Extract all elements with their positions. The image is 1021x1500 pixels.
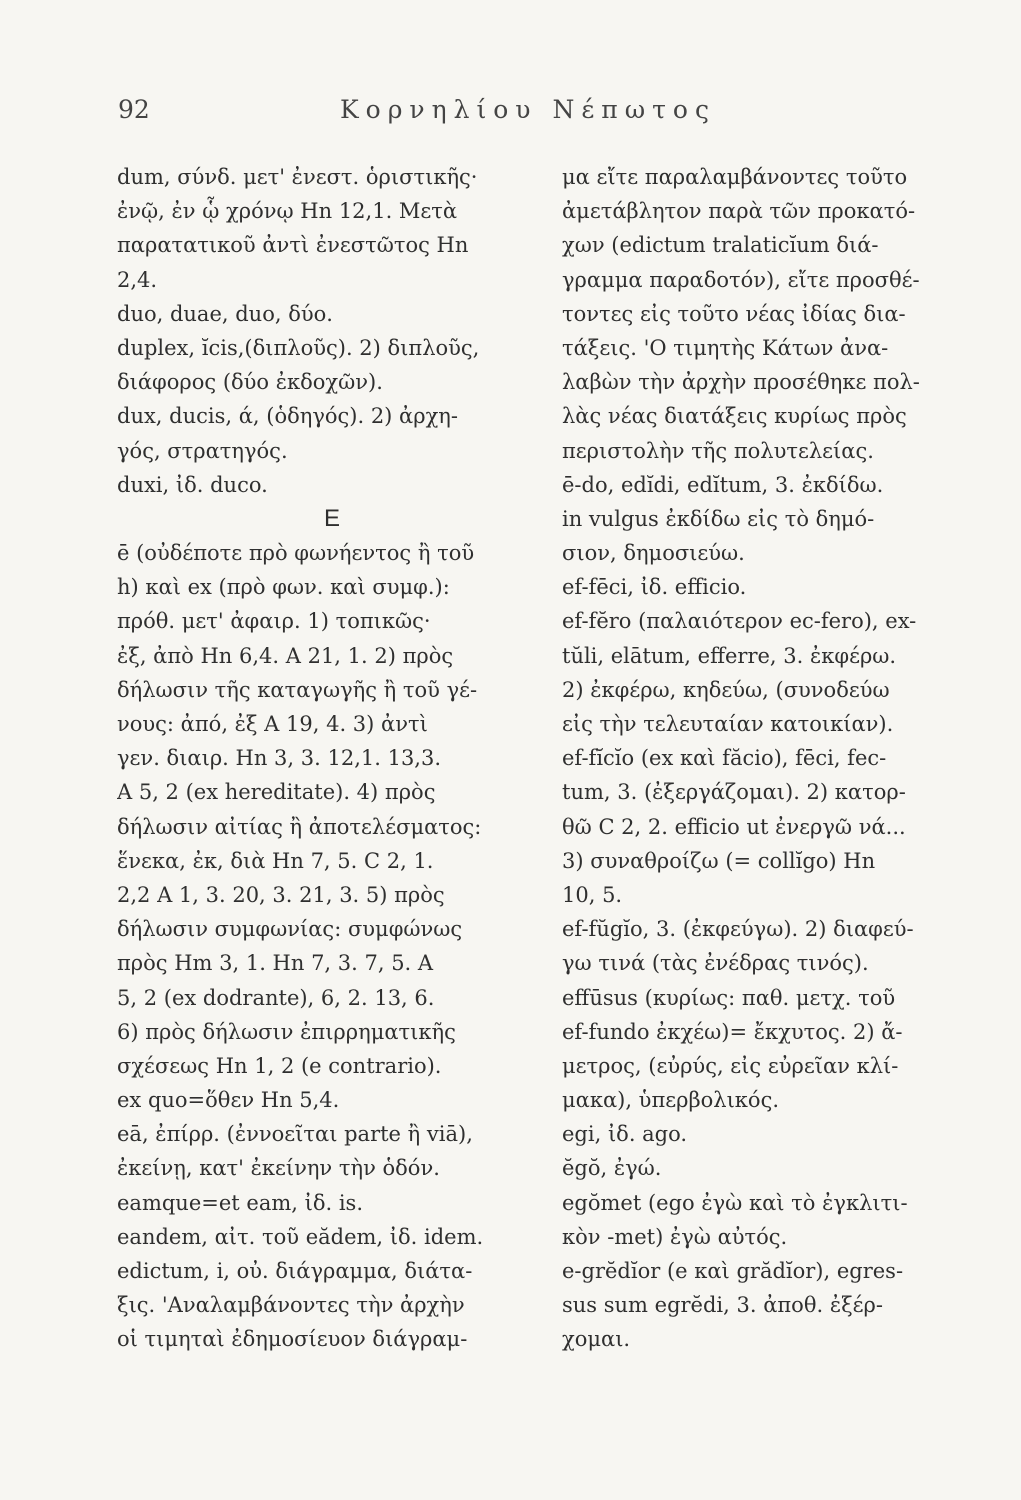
right-column-line: θῶ C 2, 2. efficio ut ἐνεργῶ νά... (562, 814, 906, 839)
right-column-line: χων (edictum tralaticĭum διά- (562, 233, 879, 258)
left-column-line: edictum, i, οὐ. διάγραμμα, διάτα- (117, 1259, 473, 1283)
right-column-line: τάξεις. 'Ο τιμητὴς Κάτων ἀνα- (562, 335, 889, 360)
right-column-line: 10, 5. (562, 882, 623, 907)
page-number: 92 (118, 95, 150, 124)
right-column-line: λαβὼν τὴν ἀρχὴν προσέθηκε πολ- (562, 370, 920, 395)
right-column-line: ef-fundo ἐκχέω)= ἔκχυτος. 2) ἄ- (562, 1019, 903, 1044)
right-column-line: effūsus (κυρίως: παθ. μετχ. τοῦ (562, 985, 896, 1010)
right-column-line: σιον, δημοσιεύω. (562, 541, 745, 566)
right-column-line: μα εἴτε παραλαμβάνοντες τοῦτο (562, 165, 908, 189)
left-column-line: πρόθ. μετ' ἀφαιρ. 1) τοπικῶς· (117, 609, 431, 634)
left-column-line: ἕνεκα, ἐκ, διὰ Hn 7, 5. C 2, 1. (117, 848, 434, 873)
left-column-line: σχέσεως Hn 1, 2 (e contrario). (117, 1053, 442, 1078)
left-column-line: ἐνῷ, ἐν ᾧ χρόνῳ Hn 12,1. Μετὰ (117, 199, 458, 224)
right-column-line: μακα), ὑπερβολικός. (562, 1088, 780, 1113)
right-column-line: ef-fĕro (παλαιότερον ec-fero), ex- (562, 609, 917, 634)
running-head: Κορνηλίου Νέπωτος (340, 95, 716, 124)
left-column-line: eandem, αἰτ. τοῦ eădem, ἰδ. idem. (117, 1224, 484, 1249)
right-column-line: 2) ἐκφέρω, κηδεύω, (συνοδεύω (562, 677, 890, 702)
right-column (562, 160, 974, 1357)
left-column-line: ξις. 'Αναλαμβάνοντες τὴν ἀρχὴν (117, 1293, 465, 1318)
right-column-line: γω τινά (τὰς ἐνέδρας τινός). (562, 951, 869, 976)
left-column-line: ex quo=ὅθεν Hn 5,4. (117, 1088, 340, 1113)
right-column-line: e-grĕdĭor (e καὶ grădĭor), egres- (562, 1259, 904, 1283)
right-column-line: περιστολὴν τῆς πολυτελείας. (562, 438, 874, 463)
left-column-line: ἐξ, ἀπὸ Hn 6,4. A 21, 1. 2) πρὸς (117, 643, 454, 668)
left-column-line: 2,2 A 1, 3. 20, 3. 21, 3. 5) πρὸς (117, 882, 445, 907)
left-column-line: 6) πρὸς δήλωσιν ἐπιρρηματικῆς (117, 1019, 456, 1044)
left-column-line: duxi, ἰδ. duco. (117, 472, 268, 497)
right-column-line: in vulgus ἐκδίδω εἰς τὸ δημό- (562, 506, 875, 531)
left-column-line: dux, ducis, ά, (ὁδηγός). 2) ἀρχη- (117, 404, 458, 429)
right-column-line: egŏmet (ego ἐγὼ καὶ τὸ ἐγκλιτι- (562, 1190, 908, 1215)
left-column-line: duplex, ĭcis,(διπλοῦς). 2) διπλοῦς, (117, 335, 480, 360)
right-column-line: μετρος, (εὐρύς, εἰς εὐρεῖαν κλί- (562, 1053, 899, 1078)
left-column-line: νους: ἀπό, ἐξ A 19, 4. 3) ἀντὶ (117, 712, 428, 736)
left-column-line: διάφορος (δύο ἐκδοχῶν). (117, 370, 383, 395)
left-column-line: ē (οὐδέποτε πρὸ φωνήεντος ἢ τοῦ (117, 541, 475, 566)
left-column-line: dum, σύνδ. μετ' ἐνεστ. ὁριστικῆς· (117, 165, 478, 189)
left-column-line: h) καὶ ex (πρὸ φων. καὶ συμφ.): (117, 575, 450, 600)
left-column-line: eā, ἐπίρρ. (ἐννοεῖται parte ἢ viā), (117, 1122, 473, 1147)
right-column-line: ἀμετάβλητον παρὰ τῶν προκατό- (562, 199, 916, 224)
left-column-line: πρὸς Hm 3, 1. Hn 7, 3. 7, 5. A (117, 951, 434, 976)
section-letter-heading: E (323, 504, 340, 532)
right-column-line: ē-do, edĭdi, edĭtum, 3. ἐκδίδω. (562, 472, 884, 497)
right-column-line: γραμμα παραδοτόν), εἴτε προσθέ- (562, 267, 920, 292)
right-column-line: εἰς τὴν τελευταίαν κατοικίαν). (562, 712, 894, 736)
left-column-line: οἱ τιμηταὶ ἐδημοσίευον διάγραμ- (117, 1327, 468, 1352)
right-column-line: ĕgŏ, ἐγώ. (562, 1156, 662, 1181)
right-column-line: sus sum egrĕdi, 3. ἀποθ. ἐξέρ- (562, 1293, 883, 1318)
left-column-line: δήλωσιν αἰτίας ἢ ἀποτελέσματος: (117, 814, 482, 839)
right-column-line: ef-fĭcĭo (ex καὶ făcio), fēci, fec- (562, 746, 887, 771)
left-column-line: ἐκείνῃ, κατ' ἐκείνην τὴν ὁδόν. (117, 1156, 440, 1181)
right-column-line: egi, ἰδ. ago. (562, 1122, 688, 1147)
left-column-line: 5, 2 (ex dodrante), 6, 2. 13, 6. (117, 985, 435, 1010)
right-column-line: χομαι. (562, 1327, 631, 1352)
right-column-line: ef-fēci, ἰδ. efficio. (562, 575, 747, 600)
left-column-line: δήλωσιν συμφωνίας: συμφώνως (117, 917, 463, 942)
left-column-line: eamque=et eam, ἰδ. is. (117, 1190, 364, 1215)
right-column-line: tum, 3. (ἐξεργάζομαι). 2) κατορ- (562, 780, 906, 805)
left-column-line: 2,4. (117, 267, 158, 292)
right-column-line: 3) συναθροίζω (= collĭgo) Hn (562, 848, 876, 873)
left-column-line: γεν. διαιρ. Hn 3, 3. 12,1. 13,3. (117, 746, 442, 771)
left-column-line: γός, στρατηγός. (117, 438, 288, 463)
left-column-line: A 5, 2 (ex hereditate). 4) πρὸς (117, 780, 436, 805)
left-column-line: duo, duae, duo, δύο. (117, 301, 333, 326)
right-column-line: ef-fŭgĭo, 3. (ἐκφεύγω). 2) διαφεύ- (562, 917, 914, 942)
left-column (117, 160, 547, 1357)
right-column-line: tŭli, elātum, efferre, 3. ἐκφέρω. (562, 643, 897, 668)
left-column-line: παρατατικοῦ ἀντὶ ἐνεστῶτος Hn (117, 233, 469, 258)
right-column-line: λὰς νέας διατάξεις κυρίως πρὸς (562, 404, 907, 429)
right-column-line: τοντες εἰς τοῦτο νέας ἰδίας δια- (562, 301, 906, 326)
left-column-line: δήλωσιν τῆς καταγωγῆς ἢ τοῦ γέ- (117, 677, 478, 702)
right-column-line: κὸν -met) ἐγὼ αὐτός. (562, 1224, 788, 1249)
